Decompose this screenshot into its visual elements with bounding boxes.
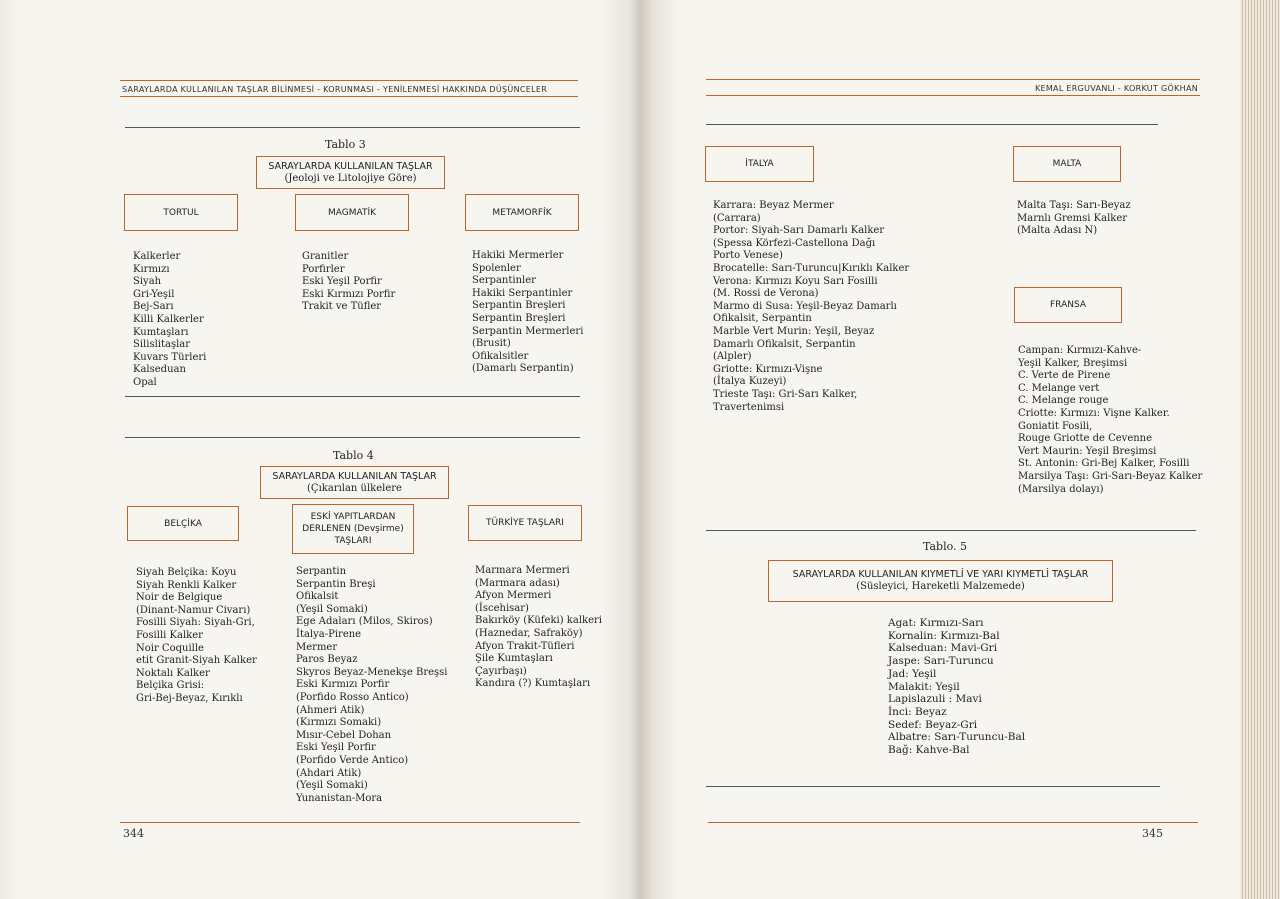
list-item: Albatre: Sarı-Turuncu-Bal bbox=[888, 731, 1026, 744]
tablo4-title: SARAYLARDA KULLANILAN TAŞLAR bbox=[272, 470, 437, 482]
tablo3-list-magmatik bbox=[302, 251, 395, 314]
list-item: Serpantin Breşleri bbox=[472, 300, 566, 312]
list-item: Serpantin Breşleri bbox=[472, 312, 566, 324]
tablo5-list bbox=[888, 617, 1025, 757]
tablo5-bottom-rule bbox=[706, 786, 1160, 787]
list-item: Gri-Yeşil bbox=[133, 288, 175, 300]
list-item: Silislitaşlar bbox=[133, 339, 191, 351]
list-item: Bağ: Kahve-Bal bbox=[888, 744, 970, 757]
list-item: (Ahdari Atik) bbox=[296, 767, 362, 779]
list-item: Malakit: Yeşil bbox=[888, 680, 960, 693]
tablo4-title-box bbox=[260, 466, 449, 499]
list-item: Ofikalsitler bbox=[472, 350, 529, 362]
tablo3-caption: Tablo 3 bbox=[325, 138, 366, 151]
list-item: Lapislazuli : Mavi bbox=[888, 693, 982, 706]
list-item: Çayırbaşı) bbox=[475, 665, 527, 677]
list-item: Eski Kırmızı Porfir bbox=[296, 679, 390, 691]
header-rule-bottom bbox=[120, 96, 578, 97]
list-item: Trieste Taşı: Gri-Sarı Kalker, bbox=[713, 388, 858, 400]
list-item: (Marmara adası) bbox=[475, 577, 560, 589]
list-item: St. Antonin: Gri-Bej Kalker, Fosilli bbox=[1018, 458, 1190, 470]
list-item: Eski Yeşil Porfir bbox=[296, 742, 376, 754]
list-item: Jaspe: Sarı-Turuncu bbox=[888, 655, 994, 668]
list-item: Mermer bbox=[296, 641, 338, 653]
footer-rule-left bbox=[120, 822, 580, 823]
list-item: (M. Rossi de Verona) bbox=[713, 288, 819, 300]
right-page bbox=[640, 0, 1240, 899]
list-item: (Dinant-Namur Civarı) bbox=[136, 604, 251, 616]
tablo3-subtitle: (Jeoloji ve Litolojiye Göre) bbox=[284, 172, 417, 184]
tablo3-list-tortul bbox=[133, 251, 206, 390]
list-item: Travertenimsi bbox=[713, 401, 785, 413]
list-item: (Porfido Verde Antico) bbox=[296, 754, 409, 766]
tablo5-caption: Tablo. 5 bbox=[923, 540, 968, 553]
list-item: Afyon Trakit-Tüfleri bbox=[475, 640, 575, 652]
list-item: Damarlı Ofikalsit, Serpantin bbox=[713, 338, 856, 350]
list-item: Rouge Griotte de Cevenne bbox=[1018, 433, 1153, 445]
list-item: Fosilli Siyah: Siyah-Gri, bbox=[136, 617, 255, 629]
list-item: Spolenler bbox=[472, 262, 521, 274]
list-item: Marble Vert Murin: Yeşil, Beyaz bbox=[713, 325, 875, 337]
list-item: Yunanistan-Mora bbox=[296, 792, 383, 804]
list-item: (Kırmızı Somaki) bbox=[296, 717, 382, 729]
list-item: Yeşil Kalker, Breşimsi bbox=[1018, 357, 1128, 369]
tablo4-category-devsirme: ESKİ YAPITLARDAN DERLENEN (Devşirme) TAŞLARI bbox=[292, 504, 414, 554]
list-item: Belçika Grisi: bbox=[136, 680, 205, 692]
list-item: Kırmızı bbox=[133, 263, 170, 275]
list-item: Afyon Mermeri bbox=[475, 590, 552, 602]
page-number-left: 344 bbox=[123, 827, 144, 840]
list-item: Kalkerler bbox=[133, 251, 181, 262]
list-item: Agat: Kırmızı-Sarı bbox=[888, 617, 984, 629]
list-item: Kumtaşları bbox=[133, 326, 189, 338]
list-item: Mısır-Cebel Dohan bbox=[296, 729, 392, 741]
tablo4-category-turkiye: TÜRKİYE TAŞLARI bbox=[468, 505, 582, 541]
book-page-edges bbox=[1240, 0, 1280, 899]
list-item: (Porfido Rosso Antico) bbox=[296, 691, 409, 703]
italya-list bbox=[713, 200, 909, 414]
list-item: (İscehisar) bbox=[475, 602, 529, 614]
list-item: (Carrara) bbox=[713, 212, 761, 224]
list-item: Trakit ve Tüfler bbox=[302, 301, 382, 313]
tablo3-category-metamorfik: METAMORFİK bbox=[465, 194, 579, 231]
list-item: Serpantin Mermerleri bbox=[472, 325, 584, 337]
list-item: Siyah Belçika: Koyu bbox=[136, 567, 237, 578]
list-item: Serpantin bbox=[296, 566, 347, 577]
list-item: Noir Coquille bbox=[136, 642, 204, 654]
header-rule-top bbox=[120, 80, 578, 81]
tablo4-subtitle: (Çıkarılan ülkelere bbox=[307, 482, 402, 494]
running-head-right: KEMAL ERGUVANLI - KORKUT GÖKHAN bbox=[1034, 84, 1198, 93]
list-item: Marmara Mermeri bbox=[475, 565, 570, 576]
list-item: Siyah bbox=[133, 276, 162, 288]
list-item: (Ahmeri Atik) bbox=[296, 704, 365, 716]
list-item: (Spessa Körfezi-Castellona Dağı bbox=[713, 237, 876, 249]
tablo4-caption: Tablo 4 bbox=[333, 449, 374, 462]
tablo4-top-rule bbox=[125, 437, 580, 438]
list-item: Bakırköy (Küfeki) kalkeri bbox=[475, 615, 602, 627]
list-item: (Yeşil Somaki) bbox=[296, 780, 368, 792]
list-item: (Marsilya dolayı) bbox=[1018, 483, 1104, 495]
list-item: Porfirler bbox=[302, 263, 345, 275]
list-item: Criotte: Kırmızı: Vişne Kalker. bbox=[1018, 407, 1170, 419]
list-item: Ofikalsit, Serpantin bbox=[713, 313, 812, 325]
fransa-list bbox=[1018, 345, 1202, 496]
list-item: Marsilya Taşı: Gri-Sarı-Beyaz Kalker bbox=[1018, 470, 1203, 482]
tablo4-category-belcika: BELÇİKA bbox=[127, 506, 239, 541]
list-item: Kalseduan bbox=[133, 364, 186, 376]
fransa-heading: FRANSA bbox=[1014, 287, 1122, 323]
list-item: Bej-Sarı bbox=[133, 301, 174, 313]
list-item: Gri-Bej-Beyaz, Kırıklı bbox=[136, 692, 243, 704]
list-item: Serpantinler bbox=[472, 275, 536, 287]
tablo3-title-box bbox=[256, 156, 445, 189]
list-item: Brocatelle: Sarı-Turuncu|Kırıklı Kalker bbox=[713, 262, 910, 274]
tablo5-subtitle: (Süsleyici, Hareketli Malzemede) bbox=[856, 581, 1025, 592]
list-item: Granitler bbox=[302, 251, 349, 262]
list-item: etit Granit-Siyah Kalker bbox=[136, 655, 257, 667]
list-item: Hakiki Mermerler bbox=[472, 250, 564, 261]
italya-heading: İTALYA bbox=[705, 146, 814, 182]
list-item: C. Melange vert bbox=[1018, 382, 1100, 394]
header-rule-bottom-right bbox=[706, 95, 1200, 96]
list-item: Noir de Belgique bbox=[136, 592, 223, 604]
list-item: Verona: Kırmızı Koyu Sarı Fosilli bbox=[713, 275, 878, 287]
malta-list bbox=[1017, 200, 1131, 238]
tablo3-category-magmatik: MAGMATİK bbox=[295, 194, 409, 231]
list-item: Malta Taşı: Sarı-Beyaz bbox=[1017, 200, 1131, 211]
tablo4-list-turkiye bbox=[475, 565, 602, 691]
list-item: (Haznedar, Safraköy) bbox=[475, 627, 583, 639]
list-item: Ofikalsit bbox=[296, 591, 339, 603]
list-item: Campan: Kırmızı-Kahve- bbox=[1018, 345, 1142, 356]
tablo5-top-rule bbox=[706, 530, 1196, 531]
list-item: Goniatit Fosili, bbox=[1018, 420, 1093, 432]
list-item: Paros Beyaz bbox=[296, 654, 358, 666]
tablo4-list-devsirme bbox=[296, 566, 448, 805]
list-item: Marnlı Gremsi Kalker bbox=[1017, 212, 1128, 224]
list-item: Şile Kumtaşları bbox=[475, 653, 553, 665]
list-item: Kalseduan: Mavi-Gri bbox=[888, 642, 998, 655]
list-item: (İtalya Kuzeyi) bbox=[713, 376, 787, 388]
footer-rule-right bbox=[708, 822, 1198, 823]
list-item: (Alpler) bbox=[713, 351, 752, 363]
list-item: Opal bbox=[133, 376, 157, 388]
list-item: (Brusit) bbox=[472, 338, 511, 350]
list-item: C. Melange rouge bbox=[1018, 395, 1109, 407]
list-item: Griotte: Kırmızı-Vişne bbox=[713, 363, 823, 375]
list-item: Kandıra (?) Kumtaşları bbox=[475, 678, 591, 690]
list-item: İnci: Beyaz bbox=[888, 705, 947, 718]
tablo5-title: SARAYLARDA KULLANILAN KIYMETLİ VE YARI KIYMETLİ TAŞLAR bbox=[792, 569, 1089, 580]
list-item: C. Verte de Pirene bbox=[1018, 370, 1111, 382]
list-item: Eski Yeşil Porfir bbox=[302, 276, 382, 288]
list-item: Hakiki Serpantinler bbox=[472, 287, 573, 299]
page-number-right: 345 bbox=[1142, 827, 1163, 840]
list-item: Kornalin: Kırmızı-Bal bbox=[888, 629, 1000, 642]
list-item: Sedef: Beyaz-Gri bbox=[888, 718, 978, 731]
header-rule-top-right bbox=[706, 79, 1200, 80]
list-item: Porto Venese) bbox=[713, 250, 783, 262]
list-item: (Yeşil Somaki) bbox=[296, 603, 368, 615]
tablo5-title-box bbox=[768, 560, 1113, 602]
tablo4-list-belcika bbox=[136, 567, 257, 706]
list-item: (Damarlı Serpantin) bbox=[472, 363, 574, 375]
right-top-rule bbox=[706, 124, 1158, 125]
list-item: Jad: Yeşil bbox=[888, 667, 937, 680]
tablo3-top-rule bbox=[125, 127, 580, 128]
tablo3-list-metamorfik bbox=[472, 250, 583, 376]
list-item: Ege Adaları (Milos, Skiros) bbox=[296, 616, 433, 628]
list-item: Siyah Renkli Kalker bbox=[136, 579, 237, 591]
list-item: Karrara: Beyaz Mermer bbox=[713, 200, 834, 211]
list-item: Noktalı Kalker bbox=[136, 667, 210, 679]
list-item: Eski Kırmızı Porfir bbox=[302, 288, 396, 300]
tablo3-title: SARAYLARDA KULLANILAN TAŞLAR bbox=[268, 160, 433, 172]
list-item: Killi Kalkerler bbox=[133, 313, 204, 325]
list-item: Marmo di Susa: Yeşil-Beyaz Damarlı bbox=[713, 300, 897, 312]
list-item: Portor: Siyah-Sarı Damarlı Kalker bbox=[713, 225, 885, 237]
list-item: (Malta Adası N) bbox=[1017, 225, 1098, 237]
list-item: Serpantin Breşi bbox=[296, 578, 376, 590]
tablo3-bottom-rule bbox=[125, 396, 580, 397]
tablo3-category-tortul: TORTUL bbox=[124, 194, 238, 231]
list-item: Vert Maurin: Yeşil Breşimsi bbox=[1018, 445, 1157, 457]
list-item: Kuvars Türleri bbox=[133, 351, 207, 363]
malta-heading: MALTA bbox=[1013, 146, 1121, 182]
list-item: Skyros Beyaz-Menekşe Breşsi bbox=[296, 666, 448, 678]
running-head-left: SARAYLARDA KULLANILAN TAŞLAR BİLİNMESİ - KORUNMASI - YENİLENMESİ HAKKINDA DÜŞÜNCELER bbox=[122, 85, 548, 94]
list-item: İtalya-Pirene bbox=[296, 628, 362, 640]
list-item: Fosilli Kalker bbox=[136, 629, 203, 641]
